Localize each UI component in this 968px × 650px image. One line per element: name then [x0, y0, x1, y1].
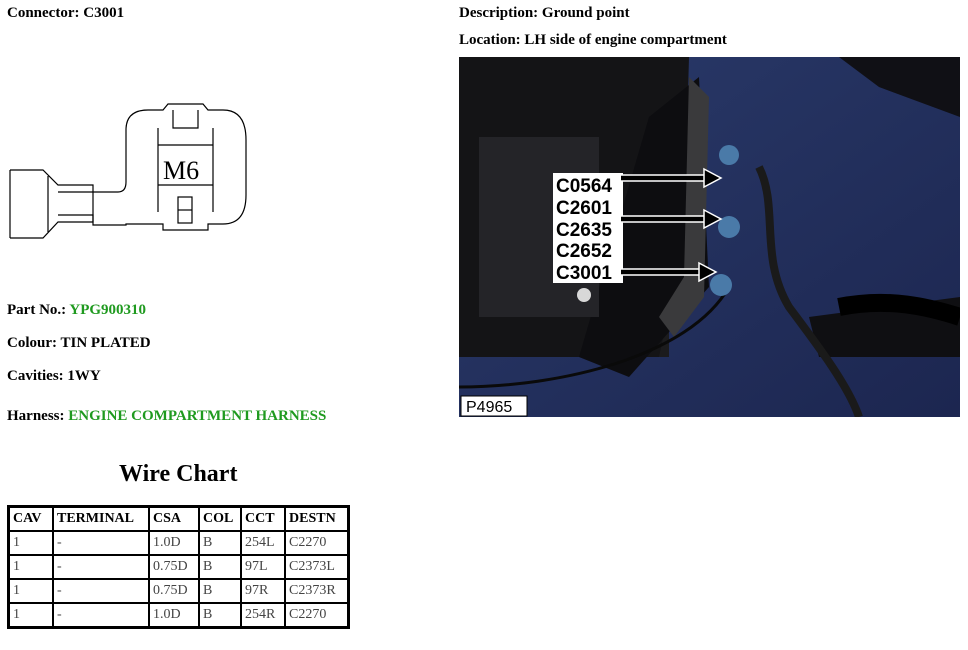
cell-terminal: -: [53, 579, 149, 603]
cavities-value: 1WY: [67, 368, 101, 384]
callout-c3001: C3001: [556, 263, 612, 284]
table-row: [9, 579, 349, 603]
table-row: [9, 603, 349, 628]
colour-value: TIN PLATED: [60, 335, 151, 351]
callout-c2601: C2601: [556, 198, 612, 219]
cell-csa: 0.75D: [149, 579, 199, 603]
header-cav: CAV: [9, 507, 54, 532]
stud-size-label: M6: [163, 156, 200, 185]
colour-field: [7, 335, 151, 352]
header-destn: DESTN: [285, 507, 349, 532]
cell-col: B: [199, 531, 241, 555]
harness-label: Harness:: [7, 408, 65, 424]
description-value: Ground point: [541, 5, 630, 21]
header-terminal: TERMINAL: [53, 507, 149, 532]
table-row: [9, 555, 349, 579]
location-value: LH side of engine compartment: [524, 32, 727, 48]
location-field: [459, 32, 727, 49]
cell-cct: 254R: [241, 603, 285, 628]
cell-destn: C2373R: [285, 579, 349, 603]
cell-terminal: -: [53, 603, 149, 628]
cell-cav: 1: [9, 531, 54, 555]
part-no-link[interactable]: YPG900310: [69, 302, 147, 318]
cell-col: B: [199, 603, 241, 628]
cell-csa: 0.75D: [149, 555, 199, 579]
cell-cav: 1: [9, 555, 54, 579]
wire-chart-title: Wire Chart: [119, 461, 238, 487]
header-cct: CCT: [241, 507, 285, 532]
part-no-field: [7, 302, 146, 319]
connector-drawing: [8, 100, 258, 240]
cell-cav: 1: [9, 603, 54, 628]
header-col: COL: [199, 507, 241, 532]
cell-col: B: [199, 555, 241, 579]
cell-col: B: [199, 579, 241, 603]
cell-destn: C2373L: [285, 555, 349, 579]
cavities-label: Cavities:: [7, 368, 64, 384]
photo-reference: P4965: [466, 399, 513, 416]
connector-field: [7, 5, 124, 22]
header-csa: CSA: [149, 507, 199, 532]
cell-cav: 1: [9, 579, 54, 603]
callout-c0564: C0564: [556, 176, 612, 197]
location-label: Location:: [459, 32, 521, 48]
table-row: [9, 531, 349, 555]
harness-link[interactable]: ENGINE COMPARTMENT HARNESS: [68, 408, 327, 424]
cell-csa: 1.0D: [149, 531, 199, 555]
cell-terminal: -: [53, 555, 149, 579]
location-photo: [459, 57, 960, 417]
colour-label: Colour:: [7, 335, 57, 351]
description-field: [459, 5, 630, 22]
callout-c2635: C2635: [556, 220, 612, 241]
connector-label: Connector:: [7, 5, 80, 21]
cell-destn: C2270: [285, 531, 349, 555]
cell-terminal: -: [53, 531, 149, 555]
description-label: Description:: [459, 5, 539, 21]
callout-c2652: C2652: [556, 241, 612, 262]
cavities-field: [7, 368, 101, 385]
wire-chart-table: [7, 505, 350, 629]
connector-value: C3001: [83, 5, 125, 21]
cell-cct: 97L: [241, 555, 285, 579]
cell-cct: 97R: [241, 579, 285, 603]
part-no-label: Part No.:: [7, 302, 67, 318]
cell-csa: 1.0D: [149, 603, 199, 628]
harness-field: [7, 408, 326, 425]
cell-cct: 254L: [241, 531, 285, 555]
cell-destn: C2270: [285, 603, 349, 628]
wire-chart-header-row: [9, 507, 349, 532]
